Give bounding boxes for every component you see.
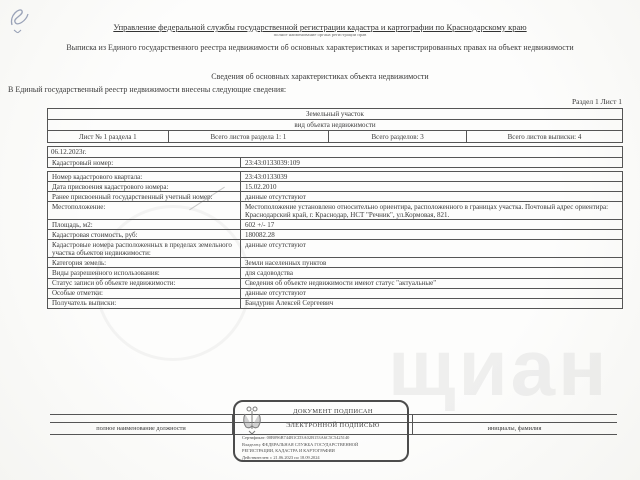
row-value: 23:43:0133039:109: [245, 158, 300, 167]
table-row: [48, 239, 622, 257]
table-row: [48, 298, 622, 308]
table-row: [48, 257, 622, 267]
stamp-certificate: Сертификат: 00B096B744B1CD3A02B153A6C5C5425140: [242, 435, 350, 440]
table-row: [48, 191, 622, 201]
stamp-validity: Действителен: с 21.06.2023 по 18.09.2024: [242, 454, 320, 460]
row-value: Бандурин Алексей Сергеевич: [245, 299, 334, 308]
table-row: [48, 278, 622, 288]
row-label: Виды разрешенного использования:: [48, 268, 241, 277]
watermark-text: щиан: [388, 323, 610, 412]
sheet-info-cell: Лист № 1 раздела 1: [48, 131, 169, 142]
row-label: Дата присвоения кадастрового номера:: [48, 182, 241, 191]
org-title: Управление федеральной службы государственной регистрации кадастра и картографии по Краснодарскому краю: [113, 22, 527, 32]
row-value: для садоводства: [245, 268, 293, 277]
table-row: [48, 158, 622, 167]
row-value: 180082.28: [245, 230, 275, 239]
document-title: Выписка из Единого государственного реестра недвижимости об основных характеристиках и зарегистрированных правах на объект недвижимости: [66, 43, 574, 52]
name-label: инициалы, фамилия: [487, 425, 542, 432]
table-row: [48, 288, 622, 298]
stamp-owner-line2: РЕГИСТРАЦИИ, КАДАСТРА И КАРТОГРАФИИ: [242, 448, 335, 454]
position-label: полное наименование должности: [96, 425, 186, 432]
row-label: Получатель выписки:: [48, 299, 241, 308]
sheet-info-cell: Всего листов раздела 1: 1: [169, 131, 330, 142]
row-label: Статус записи об объекте недвижимости:: [48, 279, 241, 288]
table-row: [48, 201, 622, 219]
row-value: данные отсутствуют: [245, 289, 306, 298]
stamp-title-line1: ДОКУМЕНТ ПОДПИСАН: [293, 408, 373, 415]
sheet-info-cell: Всего разделов: 3: [329, 131, 467, 142]
cadastral-number-table: [47, 157, 623, 168]
row-value: Земли населенных пунктов: [245, 258, 327, 267]
section-title: Сведения об основных характеристиках объекта недвижимости: [211, 72, 429, 81]
section-reference: Раздел 1 Лист 1: [571, 97, 622, 106]
intro-text: В Единый государственный реестр недвижимости внесены следующие сведения:: [8, 85, 287, 94]
characteristics-table: [47, 171, 623, 309]
stamp-owner-line1: Владелец: ФЕДЕРАЛЬНАЯ СЛУЖБА ГОСУДАРСТВЕННОЙ: [242, 441, 359, 447]
row-label: Ранее присвоенный государственный учетный номер:: [48, 192, 241, 201]
row-label: Номер кадастрового квартала:: [48, 172, 241, 181]
row-label: Местоположение:: [48, 202, 241, 219]
esignature-stamp: [233, 400, 409, 462]
table-row: [48, 172, 622, 181]
row-value: Местоположение установлено относительно ориентира, расположенного в границах участка. Почтовый адрес ориентира: Краснодарский край, г. Краснодар, НСТ "Речник", ул.Кормовая, 821.: [245, 202, 609, 219]
org-subtitle: полное наименование органа регистрации прав: [273, 32, 367, 37]
extract-date: 06.12.2023г.: [51, 148, 87, 156]
rosreestr-eagle-icon: [242, 405, 262, 435]
table-row: [48, 219, 622, 229]
row-value: данные отсутствуют: [245, 240, 306, 249]
row-value: 602 +/- 17: [245, 220, 275, 229]
stamp-certificate-info: [242, 435, 404, 461]
row-value: данные отсутствуют: [245, 192, 306, 201]
row-value: 15.02.2010: [245, 182, 277, 191]
sheet-info-cell: Всего листов выписки: 4: [507, 132, 582, 141]
row-label: Площадь, м2:: [48, 220, 241, 229]
table-row: [48, 267, 622, 277]
row-label: Кадастровые номера расположенных в пределах земельного участка объектов недвижимости:: [48, 240, 241, 257]
row-value: 23:43:0133039: [245, 172, 288, 181]
object-type-table: [47, 108, 623, 131]
row-label: Категория земель:: [48, 258, 241, 267]
table-row: [48, 229, 622, 239]
object-type-caption: вид объекта недвижимости: [48, 119, 622, 130]
object-type: Земельный участок: [306, 110, 364, 118]
row-label: Особые отметки:: [48, 289, 241, 298]
row-label: Кадастровый номер:: [48, 158, 241, 167]
table-row: [48, 181, 622, 191]
sheet-info-table: [47, 130, 623, 143]
row-value: Сведения об объекте недвижимости имеют статус "актуальные": [245, 279, 437, 288]
stamp-title-line2: ЭЛЕКТРОННОЙ ПОДПИСЬЮ: [286, 422, 380, 429]
row-label: Кадастровая стоимость, руб:: [48, 230, 241, 239]
